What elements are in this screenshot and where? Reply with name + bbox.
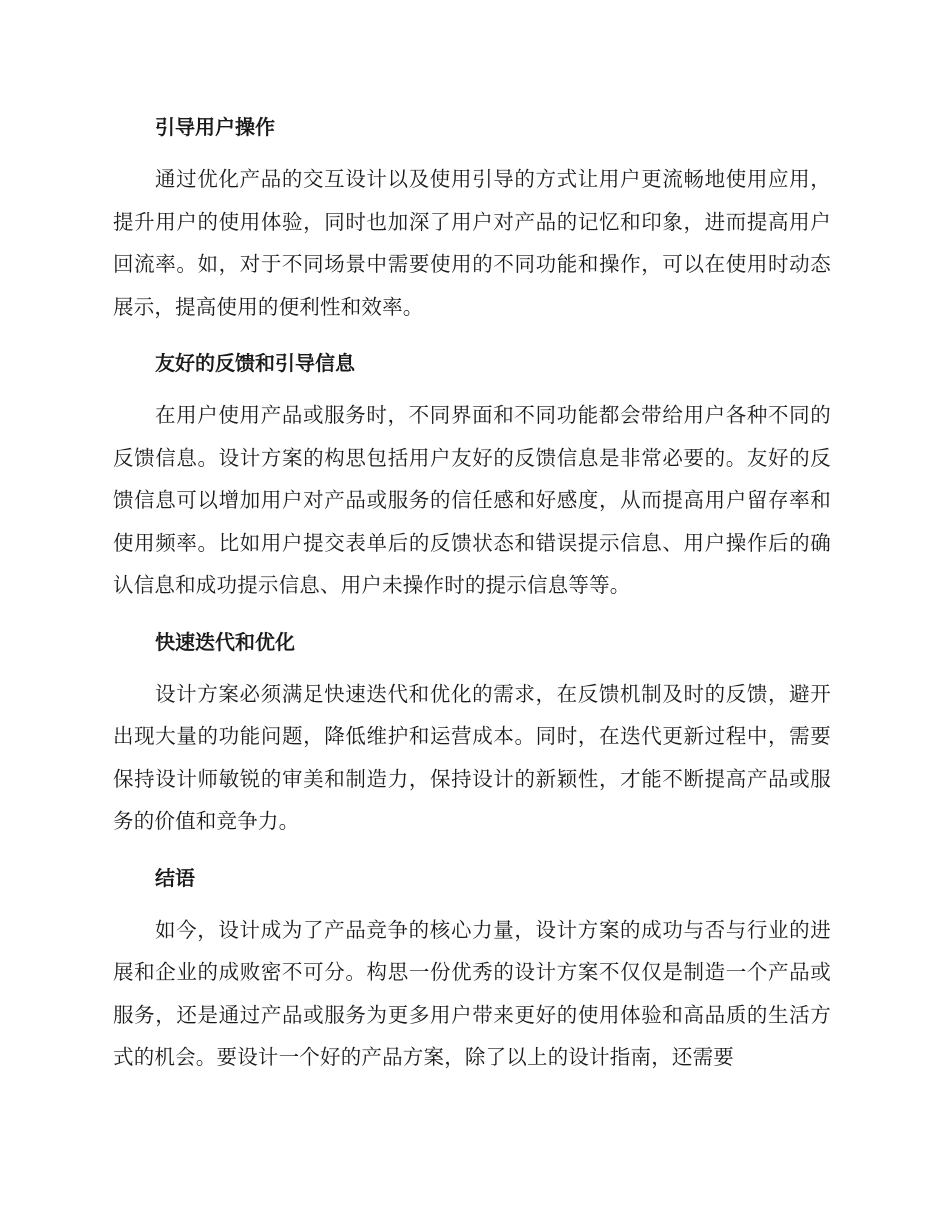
section-body-feedback: 在用户使用产品或服务时，不同界面和不同功能都会带给用户各种不同的反馈信息。设计方案的构思包括用户友好的反馈信息是非常必要的。友好的反馈信息可以增加用户对产品或服务的信任感和好感度，从而提高用户留存率和使用频率。比如用户提交表单后的反馈状态和错误提示信息、用户操作后的确认信息和成功提示信息、用户未操作时的提示信息等等。 (113, 403, 831, 597)
section-heading-conclusion: 结语 (155, 865, 195, 890)
document-content (113, 108, 831, 1079)
section-heading-guide-user: 引导用户操作 (155, 115, 275, 139)
section-body-guide-user: 通过优化产品的交互设计以及使用引导的方式让用户更流畅地使用应用，提升用户的使用体验，同时也加深了用户对产品的记忆和印象，进而提高用户回流率。如，对于不同场景中需要使用的不同功能和操作，可以在使用时动态展示，提高使用的便利性和效率。 (113, 167, 831, 319)
section-body-iteration: 设计方案必须满足快速迭代和优化的需求，在反馈机制及时的反馈，避开出现大量的功能问题，降低维护和运营成本。同时，在迭代更新过程中，需要保持设计师敏锐的审美和制造力，保持设计的新颖性，才能不断提高产品或服务的价值和竞争力。 (113, 681, 831, 833)
section-body-conclusion: 如今，设计成为了产品竞争的核心力量，设计方案的成功与否与行业的进展和企业的成败密不可分。构思一份优秀的设计方案不仅仅是制造一个产品或服务，还是通过产品或服务为更多用户带来更好的使用体验和高品质的生活方式的机会。要设计一个好的产品方案，除了以上的设计指南，还需要 (113, 917, 831, 1069)
section-heading-feedback: 友好的反馈和引导信息 (155, 351, 355, 375)
section-heading-iteration: 快速迭代和优化 (155, 629, 295, 654)
